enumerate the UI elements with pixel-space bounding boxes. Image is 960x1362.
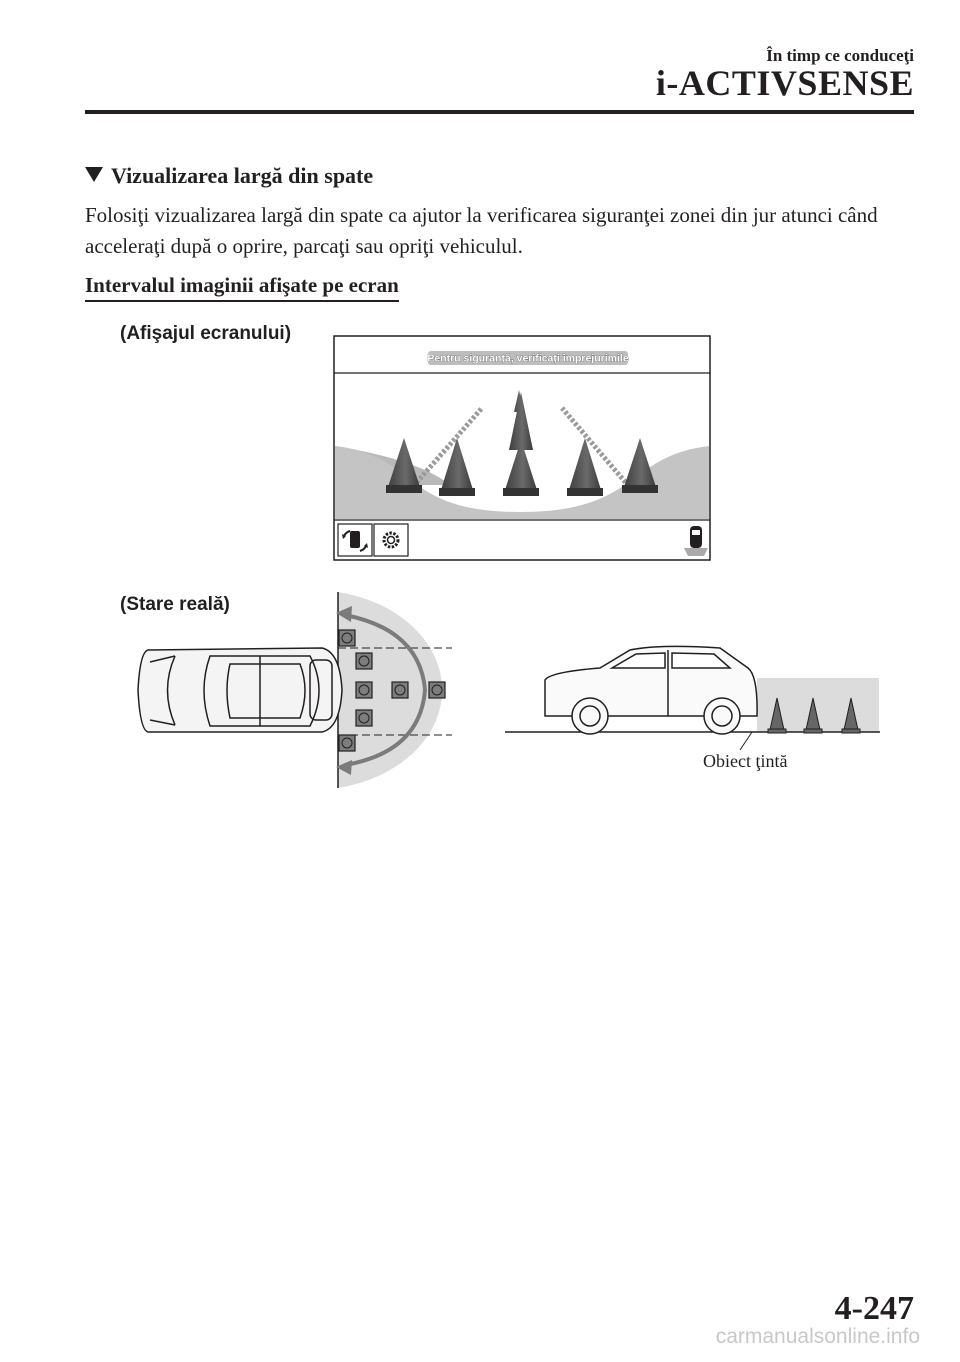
screen-display [334,336,710,560]
camera-switch-button[interactable] [338,524,372,556]
settings-button[interactable] [374,524,408,556]
top-view-diagram [138,592,452,788]
screen-banner-text: Pentru siguranţă, verificaţi împrejurimile [427,352,629,365]
actual-caption: (Stare reală) [120,594,230,615]
body-paragraph: Folosiţi vizualizarea largă din spate ca ajutor la verificarea siguranţei zonei din jur atunci când acceleraţi după o oprire, parcaţi sau opriţi vehiculul. [85,203,878,258]
car-side-view [545,646,757,734]
target-object-label: Obiect ţintă [703,751,788,771]
section-title-text: Vizualizarea largă din spate [111,163,374,188]
footer-watermark: carmanualsonline.info [715,1325,920,1348]
screen-caption: (Afişajul ecranului) [120,323,292,344]
side-view-diagram [505,646,880,750]
page-number: 4-247 [834,1290,914,1327]
running-header-chapter: În timp ce conduceţi [766,46,914,65]
car-top-view [138,648,342,732]
running-header-section: i-ACTIVSENSE [655,63,914,103]
subheading: Intervalul imaginii afişate pe ecran [85,273,399,302]
